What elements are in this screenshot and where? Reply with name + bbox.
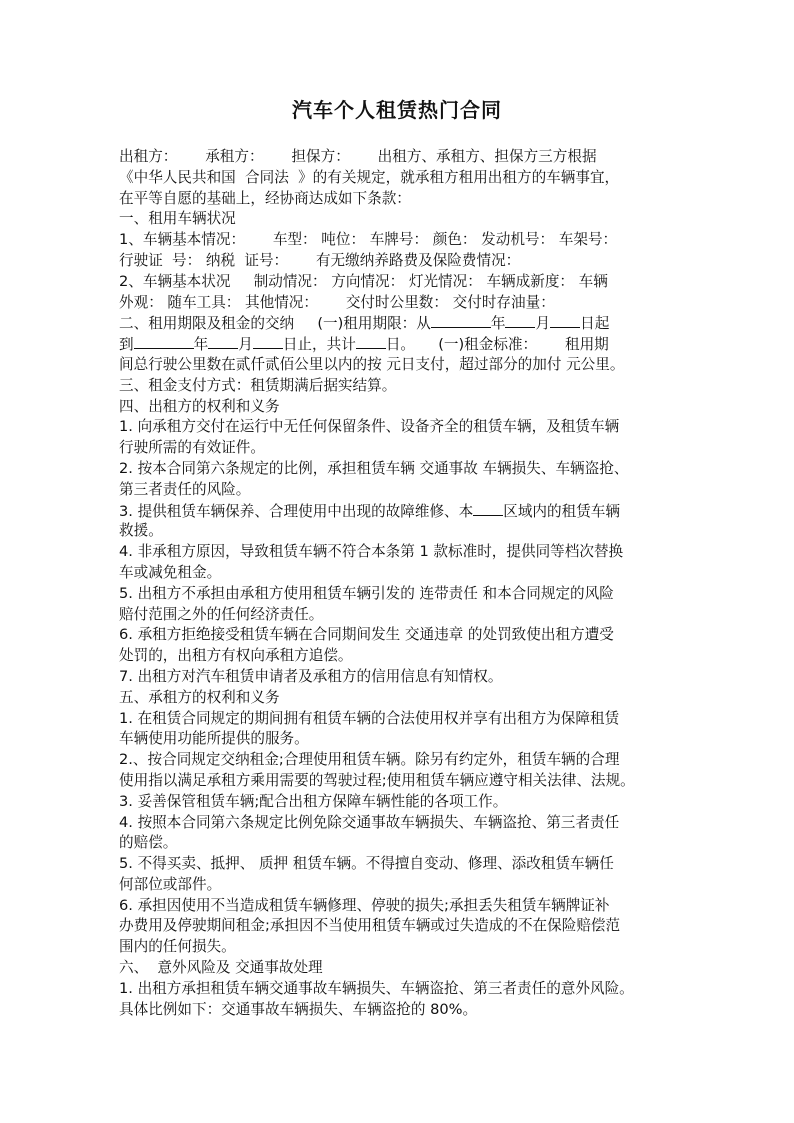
text-line <box>119 958 699 979</box>
fill-in-blank <box>473 501 503 516</box>
text-segment: 处罚的，出租方有权向承租方追偿。 <box>119 647 353 665</box>
text-segment: 第三者责任的风险。 <box>119 480 251 498</box>
text-line <box>119 896 699 917</box>
text-segment: 围内的任何损失。 <box>119 938 236 956</box>
text-line <box>119 792 699 813</box>
text-segment: 日。 (一)租金标准： 租用期 <box>385 336 609 354</box>
fill-in-blank <box>208 334 238 349</box>
fill-in-blank <box>253 334 283 349</box>
text-line <box>119 189 699 210</box>
text-line <box>119 833 699 854</box>
text-segment: 7. 出租方对汽车租赁申请者及承租方的信用信息有知情权。 <box>119 667 503 685</box>
text-line <box>119 937 699 958</box>
text-segment: 5. 出租方不承担由承租方使用租赁车辆引发的 连带责任 和本合同规定的风险 <box>119 584 614 602</box>
text-segment: 3. 妥善保管租赁车辆;配合出租方保障车辆性能的各项工作。 <box>119 792 508 810</box>
text-segment: 出租方： 承租方： 担保方： 出租方、承租方、担保方三方根据 <box>119 148 597 165</box>
text-segment: 到 <box>119 336 134 354</box>
text-line <box>119 563 699 584</box>
text-segment: 5. 不得买卖、抵押、 质押 租赁车辆。不得擅自变动、修理、添改租赁车辆任 <box>119 855 614 873</box>
text-segment: 6. 承租方拒绝接受租赁车辆在合同期间发生 交通违章 的处罚致使出租方遭受 <box>119 626 614 644</box>
text-line <box>119 771 699 792</box>
text-line <box>119 605 699 626</box>
text-line <box>119 521 699 542</box>
text-segment: 1. 在租赁合同规定的期间拥有租赁车辆的合法使用权并享有出租方为保障租赁 <box>119 709 620 727</box>
text-segment: 月 <box>238 336 253 354</box>
text-line <box>119 251 699 272</box>
text-line <box>119 334 699 355</box>
text-line <box>119 230 699 251</box>
text-segment: 二、租用期限及租金的交纳 (一)租用期限：从 <box>119 315 431 333</box>
text-segment: 1. 向承租方交付在运行中无任何保留条件、设备齐全的租赁车辆，及租赁车辆 <box>119 418 620 436</box>
text-segment: 赔付范围之外的任何经济责任。 <box>119 605 324 623</box>
text-segment: 六、 意外风险及 交通事故处理 <box>119 959 323 977</box>
text-line <box>119 293 699 314</box>
text-segment: 使用指以满足承租方乘用需要的驾驶过程;使用租赁车辆应遵守相关法律、法规。 <box>119 771 635 789</box>
text-line <box>119 147 699 168</box>
text-segment: 1、车辆基本情况： 车型： 吨位： 车牌号： 颜色： 发动机号： 车架号： <box>119 231 618 249</box>
text-line <box>119 397 699 418</box>
text-line <box>119 854 699 875</box>
text-line <box>119 750 699 771</box>
text-line <box>119 480 699 501</box>
fill-in-blank <box>356 334 386 349</box>
text-line <box>119 355 699 376</box>
text-segment: 间总行驶公里数在贰仟贰佰公里以内的按 元日支付，超过部分的加付 元公里。 <box>119 355 625 373</box>
text-segment: 4. 非承租方原因，导致租赁车辆不符合本条第 1 款标准时，提供同等档次替换 <box>119 543 624 561</box>
text-line <box>119 813 699 834</box>
document-title: 汽车个人租赁热门合同 <box>292 98 502 122</box>
text-line <box>119 875 699 896</box>
text-line <box>119 584 699 605</box>
fill-in-blank <box>431 313 491 328</box>
text-segment: 三、租金支付方式：租赁期满后据实结算。 <box>119 376 397 394</box>
text-segment: 车辆使用功能所提供的服务。 <box>119 730 309 748</box>
text-line <box>119 646 699 667</box>
text-segment: 年 <box>193 336 209 354</box>
fill-in-blank <box>134 334 194 349</box>
text-line <box>119 1000 699 1021</box>
text-segment: 的赔偿。 <box>119 834 178 852</box>
text-segment: 五、承租方的权利和义务 <box>119 688 280 706</box>
text-line <box>119 542 699 563</box>
text-segment: 1. 出租方承担租赁车辆交通事故车辆损失、车辆盗抢、第三者责任的意外风险。 <box>119 979 634 997</box>
text-line <box>119 272 699 293</box>
text-line <box>119 313 699 334</box>
text-segment: 行驶证 号： 纳税 证号： 有无缴纳养路费及保险费情况： <box>119 251 521 269</box>
text-segment: 在平等自愿的基础上，经协商达成如下条款： <box>119 189 411 207</box>
text-segment: 救援。 <box>119 522 163 540</box>
text-segment: 2. 按本合同第六条规定的比例，承担租赁车辆 交通事故 车辆损失、车辆盗抢、 <box>119 459 629 477</box>
text-segment: 行驶所需的有效证件。 <box>119 439 265 457</box>
text-segment: 区域内的租赁车辆 <box>503 502 620 520</box>
text-segment: 具体比例如下：交通事故车辆损失、车辆盗抢的 80%。 <box>119 1000 478 1018</box>
text-segment: 外观： 随车工具： 其他情况： 交付时公里数： 交付时存油量： <box>119 293 555 311</box>
text-line <box>119 729 699 750</box>
text-line <box>119 459 699 480</box>
text-line <box>119 667 699 688</box>
text-segment: 日止，共计 <box>282 336 356 354</box>
text-segment: 2、车辆基本状况 制动情况： 方向情况： 灯光情况： 车辆成新度： 车辆 <box>119 272 608 290</box>
text-line <box>119 209 699 230</box>
text-segment: 年 <box>490 315 506 333</box>
document-body <box>119 147 699 1020</box>
text-segment: 车或减免租金。 <box>119 563 222 581</box>
text-segment: 一、租用车辆状况 <box>119 210 236 228</box>
text-line <box>119 688 699 709</box>
text-segment: 四、出租方的权利和义务 <box>119 397 280 415</box>
text-segment: 办费用及停驶期间租金;承担因不当使用租赁车辆或过失造成的不在保险赔偿范 <box>119 917 621 935</box>
text-line <box>119 501 699 522</box>
text-segment: 3. 提供租赁车辆保养、合理使用中出现的故障维修、本 <box>119 502 474 520</box>
text-line <box>119 376 699 397</box>
text-segment: 4. 按照本合同第六条规定比例免除交通事故车辆损失、车辆盗抢、第三者责任 <box>119 813 620 831</box>
text-segment: 2.、按合同规定交纳租金;合理使用租赁车辆。除另有约定外，租赁车辆的合理 <box>119 751 620 769</box>
text-line <box>119 417 699 438</box>
text-line <box>119 438 699 459</box>
fill-in-blank <box>550 313 580 328</box>
text-segment: 《中华人民共和国 合同法 》的有关规定，就承租方租用出租方的车辆事宜， <box>119 168 620 186</box>
text-line <box>119 916 699 937</box>
text-line <box>119 625 699 646</box>
text-line <box>119 709 699 730</box>
text-segment: 6. 承担因使用不当造成租赁车辆修理、停驶的损失;承担丢失租赁车辆牌证补 <box>119 896 610 914</box>
text-segment: 何部位或部件。 <box>119 875 222 893</box>
text-line <box>119 168 699 189</box>
fill-in-blank <box>505 313 535 328</box>
text-segment: 月 <box>535 315 551 333</box>
text-line <box>119 979 699 1000</box>
text-segment: 日起 <box>580 315 610 333</box>
